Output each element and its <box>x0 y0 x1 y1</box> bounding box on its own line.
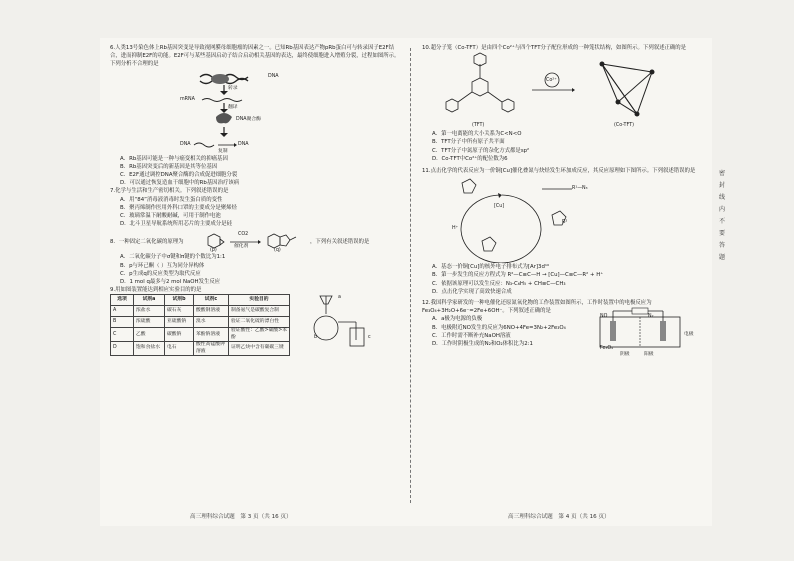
q11-option-c: C．依据该原理可以发生反应：N₃-C₆H₅ + CH≡C—CH₃ <box>432 280 566 287</box>
right-column <box>422 38 702 358</box>
q12-label-no: NO <box>600 314 608 320</box>
q6-option-d: D．可以通过恢复造血干细胞中的Rb基因治疗该病 <box>120 180 240 187</box>
fig-label-replication: 复制 <box>218 148 228 154</box>
q8-label-p: (p) <box>210 248 217 254</box>
fig-label-mrna: mRNA <box>180 96 195 102</box>
q6-option-b: B．Rb基因突变后的新基因是其等位基因 <box>120 163 218 170</box>
question-11-figure <box>422 175 702 263</box>
q9-header-b: 试剂b <box>165 295 194 306</box>
side-char: 线 <box>718 194 725 201</box>
q11-option-a: A．基态一价铜[Cu]的核外电子排布式为[Ar]3d¹⁰ <box>432 264 550 271</box>
table-cell: 碳酸钠 <box>165 328 194 342</box>
q12-option-c: C．工作时需不断补充NaOH溶液 <box>432 332 511 339</box>
q11-option-b: B．第一步发生的反应方程式为 R²—C≡C—H → [Cu]—C≡C—R² + H⁺ <box>432 272 604 279</box>
table-cell: 证明乙炔中含有碳碳三键 <box>229 342 290 356</box>
q9-label-a: a <box>338 295 341 301</box>
q8-option-b: B．p与环己酮（ ）互为同分异构体 <box>120 262 205 269</box>
fig-label-dna-top: DNA <box>268 73 279 79</box>
q8-label-catalyst: 催化剂 <box>234 244 249 250</box>
table-cell: 酸酸钢溶液 <box>194 306 229 317</box>
table-cell: A <box>111 306 134 317</box>
q9-label-b: b <box>314 335 318 341</box>
table-row <box>111 306 290 317</box>
q6-option-a: A．Rb基因可能是一种与癌变相关的抑癌基因 <box>120 155 228 162</box>
question-12-block <box>422 314 702 358</box>
q6-option-c: C．E2F通过调控DNA聚合酶的合成促进细胞分裂 <box>120 172 238 179</box>
q10-option-c: C．TFT分子中氮原子的杂化方式都是sp² <box>432 147 530 154</box>
q8-option-a: A．二氧化碳分子中σ键和π键的个数比为1:1 <box>120 254 226 261</box>
q11-label-r2: R² <box>562 220 568 226</box>
binding-line-notice <box>716 168 728 264</box>
q10-label-co-ion: Co²⁺ <box>546 78 557 84</box>
q7-option-c: C．玻璃常温下耐酸耐碱，可用于制作电池 <box>120 213 221 220</box>
q9-header-option: 选项 <box>111 295 134 306</box>
side-char: 答 <box>718 242 725 249</box>
table-cell: 验证二氧化硫的漂白性 <box>229 317 290 328</box>
q11-label-h-plus: H⁺ <box>452 226 459 232</box>
q8-option-c: C．p生成q的反应类型为取代反应 <box>120 270 201 277</box>
table-cell: 制备氨气是碳酸复合制 <box>229 306 290 317</box>
q9-label-c: c <box>368 335 371 341</box>
question-11-stem: 11.点击化学的代表反应为一价铜[Cu]催化叠氮与炔烃发生环加成反应，其反应原理如下图所示。下列叙述错误的是 <box>422 168 696 175</box>
q12-label-anode: 阳极 <box>644 352 654 358</box>
q8-label-co2: CO2 <box>238 232 249 238</box>
column-divider <box>410 48 411 503</box>
side-char: 密 <box>718 170 725 177</box>
right-footer: 高三理科综合试题 第 4 页（共 16 页） <box>508 514 610 520</box>
q10-option-d: D．Co-TFT中Co²⁺的配位数为6 <box>432 155 508 162</box>
side-char: 封 <box>718 182 725 189</box>
table-row <box>111 342 290 356</box>
table-row <box>111 328 290 342</box>
fig-label-dna-polymerase: DNA聚合酶 <box>236 116 261 122</box>
q12-label-fe3o4: Fe₃O₄ <box>600 346 614 352</box>
q7-option-b: B．聚丙烯制作医用外科口罩的主要成分是聚烯烃 <box>120 204 237 211</box>
table-cell: 亚硫酸钠 <box>165 317 194 328</box>
question-10-stem: 10.超分子笼（Co-TFT）是由四个Co²⁺与四个TFT分子配位形成的一种笼状结构，如图所示。下列叙述正确的是 <box>422 45 687 51</box>
co-tft-structure <box>422 52 702 130</box>
fig-label-translation: 翻译 <box>228 104 238 110</box>
question-9-block <box>110 294 402 356</box>
q7-option-a: A．用“84”消毒液消毒时发生蛋白质的变性 <box>120 196 223 203</box>
question-6-stem: 6.人类13号染色体上Rb基因突变是导致视网膜母细胞瘤的因素之一。已知Rb基因表达产物pRb蛋白可与转录因子E2F结合，进而抑制E2F的功能。E2F可与某些基因启动子结合启动相关基因的表达，最终使细胞进入增殖分裂，过程如图所示。下列分析不合理的是 <box>110 45 400 68</box>
table-cell: 碳石灰 <box>165 306 194 317</box>
table-cell: 电石 <box>165 342 194 356</box>
q10-label-co-tft: (Co-TFT) <box>614 123 634 129</box>
q12-option-b: B．电极附近NO发生的反应为6NO+4Fe=3N₂+2Fe₃O₄ <box>432 324 566 331</box>
click-chemistry-cycle <box>442 175 642 263</box>
table-cell: 溴水 <box>194 317 229 328</box>
q9-header-purpose: 实验目的 <box>229 295 290 306</box>
q11-label-cu: [Cu] <box>494 204 505 210</box>
left-column <box>110 38 402 356</box>
table-cell: 酸性高锰酸钾溶液 <box>194 342 229 356</box>
q7-option-d: D．北斗卫星导航系统所用芯片的主要成分是硅 <box>120 221 232 228</box>
exam-sheet <box>100 38 712 526</box>
question-8-stem: 8．一种固定二氧化碳的原理为 <box>110 239 184 246</box>
question-10-figure <box>422 52 702 130</box>
q8-label-q: (q) <box>274 248 281 254</box>
fig-label-dna-left: DNA <box>180 141 191 147</box>
table-cell: 验证酸性：乙酸>碳酸>苯酚 <box>229 328 290 342</box>
q11-option-d: D．点击化学实现了高效快速合成 <box>432 288 512 295</box>
q12-label-n2: N₂ <box>648 314 654 320</box>
table-cell: B <box>111 317 134 328</box>
left-footer: 高三理科综合试题 第 3 页（共 16 页） <box>190 514 292 520</box>
table-cell: 浓硫酸 <box>134 317 165 328</box>
table-cell: 浓盐水 <box>134 306 165 317</box>
q12-option-d: D．工作时阴极生成的N₂和O₂体积比为2:1 <box>432 341 533 348</box>
question-8-stem-tail: ，下列有关叙述错误的是 <box>310 239 370 246</box>
question-7-stem: 7.化学与生活和生产密切相关。下列叙述错误的是 <box>110 188 229 195</box>
question-12-stem: 12.我国科学家研发的一种电催化还原氮氧化物的工作装置如图所示，工作时装置中的电极反应为Fe₃O₄+3H₂O+6e⁻=2Fe+6OH⁻。下列叙述正确的是 <box>422 300 652 315</box>
q12-label-cathode: 阴极 <box>620 352 630 358</box>
side-char: 要 <box>718 230 725 237</box>
q9-table <box>110 294 290 356</box>
q8-option-d: D．1 mol q最多与2 mol NaOH发生反应 <box>120 279 221 286</box>
table-row <box>111 317 290 328</box>
table-cell: C <box>111 328 134 342</box>
q12-label-electrode: 电极 <box>684 332 694 338</box>
q9-header-c: 试剂c <box>194 295 229 306</box>
q10-option-a: A．第一电离能的大小关系为C<N<O <box>432 131 522 138</box>
q11-label-azide: R¹—N₃ <box>572 186 588 192</box>
side-char: 内 <box>718 206 725 213</box>
q9-table-header <box>111 295 290 306</box>
table-cell: 苯酚钠溶液 <box>194 328 229 342</box>
question-9-stem: 9.用如图装置能达到相应实验目的的是 <box>110 287 202 294</box>
side-char: 题 <box>718 254 725 261</box>
side-char: 不 <box>718 218 725 225</box>
q10-option-b: B．TFT分子中所有原子共平面 <box>432 139 505 146</box>
question-6-figure <box>180 69 402 155</box>
table-cell: D <box>111 342 134 356</box>
question-8-line <box>110 231 402 253</box>
table-cell: 饱和食盐水 <box>134 342 165 356</box>
q12-option-a: A．a极为电源的负极 <box>432 316 483 323</box>
q9-header-a: 试剂a <box>134 295 165 306</box>
fig-label-transcription: 转录 <box>228 85 238 91</box>
fig-label-dna-right: DNA <box>238 141 249 147</box>
table-cell: 乙酸 <box>134 328 165 342</box>
q10-label-tft: (TFT) <box>472 123 485 129</box>
